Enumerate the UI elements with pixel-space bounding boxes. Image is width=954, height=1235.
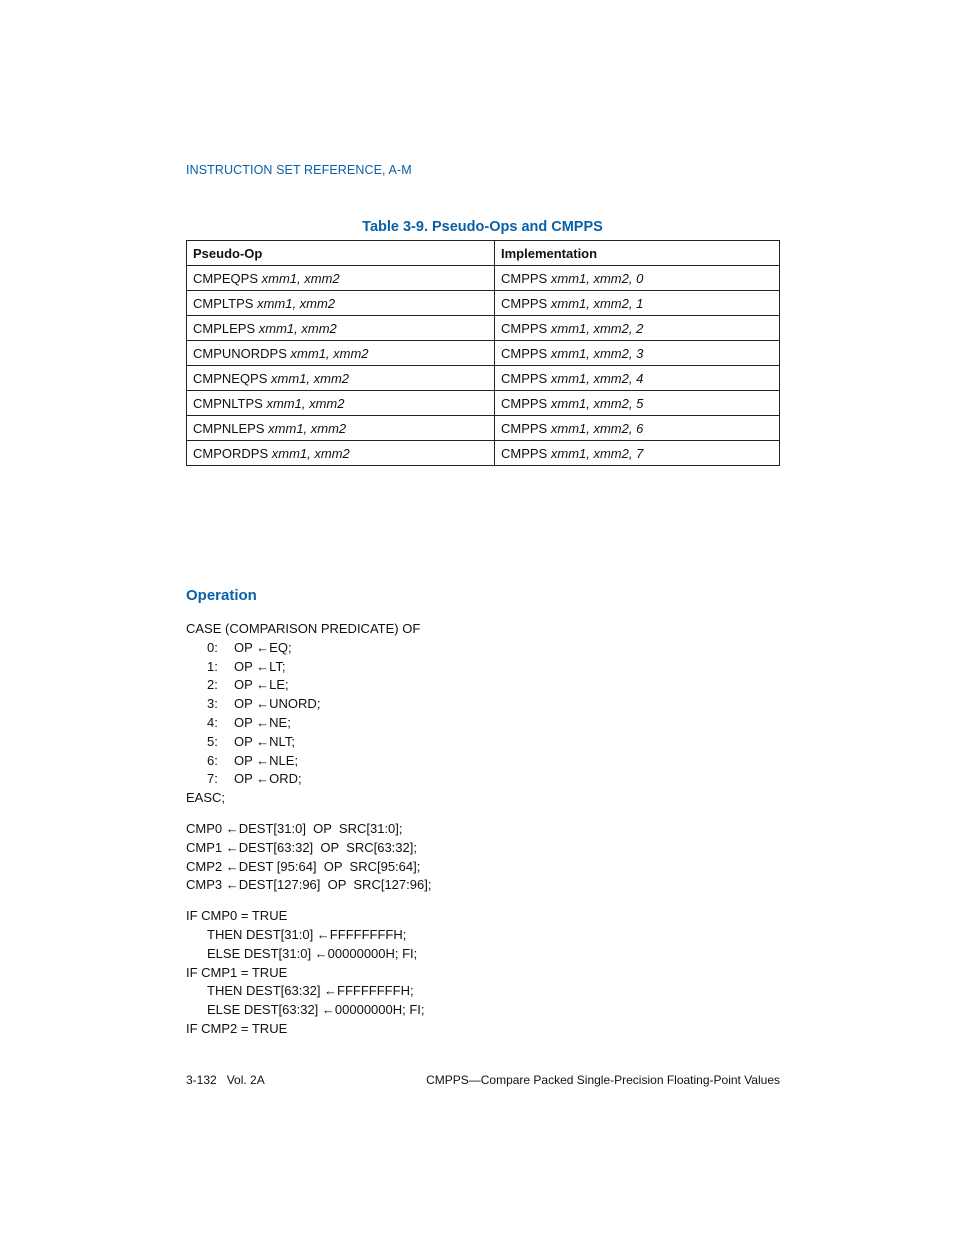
pseudo-ops-table: [186, 240, 780, 466]
case-line: [186, 695, 786, 714]
table-row: [187, 316, 780, 341]
mnemonic: CMPNEQPS: [193, 370, 268, 386]
case-line: [186, 676, 786, 695]
operands: xmm1, xmm2, 3: [550, 345, 644, 361]
case-number: 5:: [207, 733, 218, 749]
pseudo-op-cell: [187, 366, 495, 391]
operands: xmm1, xmm2: [268, 420, 347, 436]
table-row: [187, 416, 780, 441]
if-line: IF CMP1 = TRUE: [186, 964, 288, 980]
case-end: EASC;: [186, 790, 226, 806]
footer-page-number: 3-132 Vol. 2A: [186, 1073, 265, 1087]
case-line: [186, 658, 786, 677]
if-line: ELSE DEST[63:32] ←00000000H; FI;: [207, 1002, 425, 1018]
pseudo-op-cell: [187, 316, 495, 341]
case-number: 4:: [207, 714, 218, 730]
operands: xmm1, xmm2: [271, 370, 350, 386]
case-line: [186, 752, 786, 771]
case-number: 1:: [207, 658, 218, 674]
case-assignment: OP ←LT;: [234, 658, 286, 674]
case-line: [186, 733, 786, 752]
operands: xmm1, xmm2, 7: [550, 445, 644, 461]
mnemonic: CMPUNORDPS: [193, 345, 287, 361]
table-body: [187, 266, 780, 466]
case-assignment: OP ←LE;: [234, 677, 289, 693]
compare-line: CMP3 ←DEST[127:96] OP SRC[127:96];: [186, 877, 432, 893]
if-lines: [186, 907, 786, 1039]
pseudo-op-cell: [187, 291, 495, 316]
mnemonic: CMPEQPS: [193, 270, 259, 286]
mnemonic: CMPPS: [501, 345, 548, 361]
operands: xmm1, xmm2: [271, 445, 350, 461]
mnemonic: CMPLTPS: [193, 295, 254, 311]
mnemonic: CMPPS: [501, 420, 548, 436]
mnemonic: CMPPS: [501, 395, 548, 411]
case-line: [186, 714, 786, 733]
case-header: CASE (COMPARISON PREDICATE) OF: [186, 621, 421, 636]
implementation-cell: [495, 416, 780, 441]
mnemonic: CMPPS: [501, 445, 548, 461]
mnemonic: CMPLEPS: [193, 320, 256, 336]
pseudo-op-cell: [187, 391, 495, 416]
operands: xmm1, xmm2: [257, 295, 336, 311]
implementation-cell: [495, 291, 780, 316]
mnemonic: CMPNLEPS: [193, 420, 265, 436]
case-number: 7:: [207, 771, 218, 787]
operands: xmm1, xmm2, 6: [550, 420, 644, 436]
footer-title: CMPPS—Compare Packed Single-Precision Floating-Point Values: [426, 1073, 780, 1087]
case-assignment: OP ←ORD;: [234, 771, 302, 787]
mnemonic: CMPORDPS: [193, 445, 269, 461]
case-assignment: OP ←NLE;: [234, 752, 299, 768]
mnemonic: CMPPS: [501, 370, 548, 386]
case-assignment: OP ←UNORD;: [234, 696, 321, 712]
pseudo-op-cell: [187, 416, 495, 441]
implementation-cell: [495, 316, 780, 341]
operands: xmm1, xmm2: [258, 320, 337, 336]
table-caption: Table 3-9. Pseudo-Ops and CMPPS: [362, 219, 603, 235]
pseudo-op-cell: [187, 266, 495, 291]
section-title-operation: Operation: [186, 587, 257, 604]
case-number: 2:: [207, 677, 218, 693]
operands: xmm1, xmm2: [266, 395, 345, 411]
implementation-cell: [495, 391, 780, 416]
operands: xmm1, xmm2: [290, 345, 369, 361]
operands: xmm1, xmm2: [261, 270, 340, 286]
operands: xmm1, xmm2, 0: [550, 270, 644, 286]
compare-line: CMP2 ←DEST [95:64] OP SRC[95:64];: [186, 858, 421, 874]
mnemonic: CMPPS: [501, 295, 548, 311]
implementation-cell: [495, 341, 780, 366]
implementation-cell: [495, 366, 780, 391]
column-header-pseudo-op: Pseudo-Op: [187, 241, 495, 266]
case-line: [186, 770, 786, 789]
if-line: THEN DEST[63:32] ←FFFFFFFFH;: [207, 983, 414, 999]
case-line: [186, 639, 786, 658]
table-row: [187, 366, 780, 391]
case-number: 0:: [207, 639, 218, 655]
implementation-cell: [495, 441, 780, 466]
implementation-cell: [495, 266, 780, 291]
table-row: [187, 441, 780, 466]
operands: xmm1, xmm2, 2: [550, 320, 644, 336]
case-assignment: OP ←EQ;: [234, 639, 292, 655]
if-line: IF CMP2 = TRUE: [186, 1020, 288, 1036]
if-line: IF CMP0 = TRUE: [186, 908, 288, 924]
mnemonic: CMPNLTPS: [193, 395, 263, 411]
mnemonic: CMPPS: [501, 270, 548, 286]
column-header-implementation: Implementation: [495, 241, 780, 266]
pseudo-op-cell: [187, 341, 495, 366]
pseudo-op-cell: [187, 441, 495, 466]
running-header: INSTRUCTION SET REFERENCE, A-M: [186, 163, 412, 177]
case-list: [186, 639, 786, 789]
table-row: [187, 291, 780, 316]
table-header-row: [187, 241, 780, 266]
if-line: THEN DEST[31:0] ←FFFFFFFFH;: [207, 926, 407, 942]
case-assignment: OP ←NE;: [234, 714, 291, 730]
compare-lines: [186, 820, 786, 895]
compare-line: CMP1 ←DEST[63:32] OP SRC[63:32];: [186, 839, 417, 855]
case-assignment: OP ←NLT;: [234, 733, 295, 749]
operands: xmm1, xmm2, 5: [550, 395, 644, 411]
case-number: 6:: [207, 752, 218, 768]
case-number: 3:: [207, 696, 218, 712]
operation-code-block: [186, 620, 786, 1039]
if-line: ELSE DEST[31:0] ←00000000H; FI;: [207, 945, 418, 961]
table-row: [187, 391, 780, 416]
operands: xmm1, xmm2, 1: [550, 295, 644, 311]
table-row: [187, 266, 780, 291]
operands: xmm1, xmm2, 4: [550, 370, 644, 386]
mnemonic: CMPPS: [501, 320, 548, 336]
compare-line: CMP0 ←DEST[31:0] OP SRC[31:0];: [186, 820, 403, 836]
table-row: [187, 341, 780, 366]
